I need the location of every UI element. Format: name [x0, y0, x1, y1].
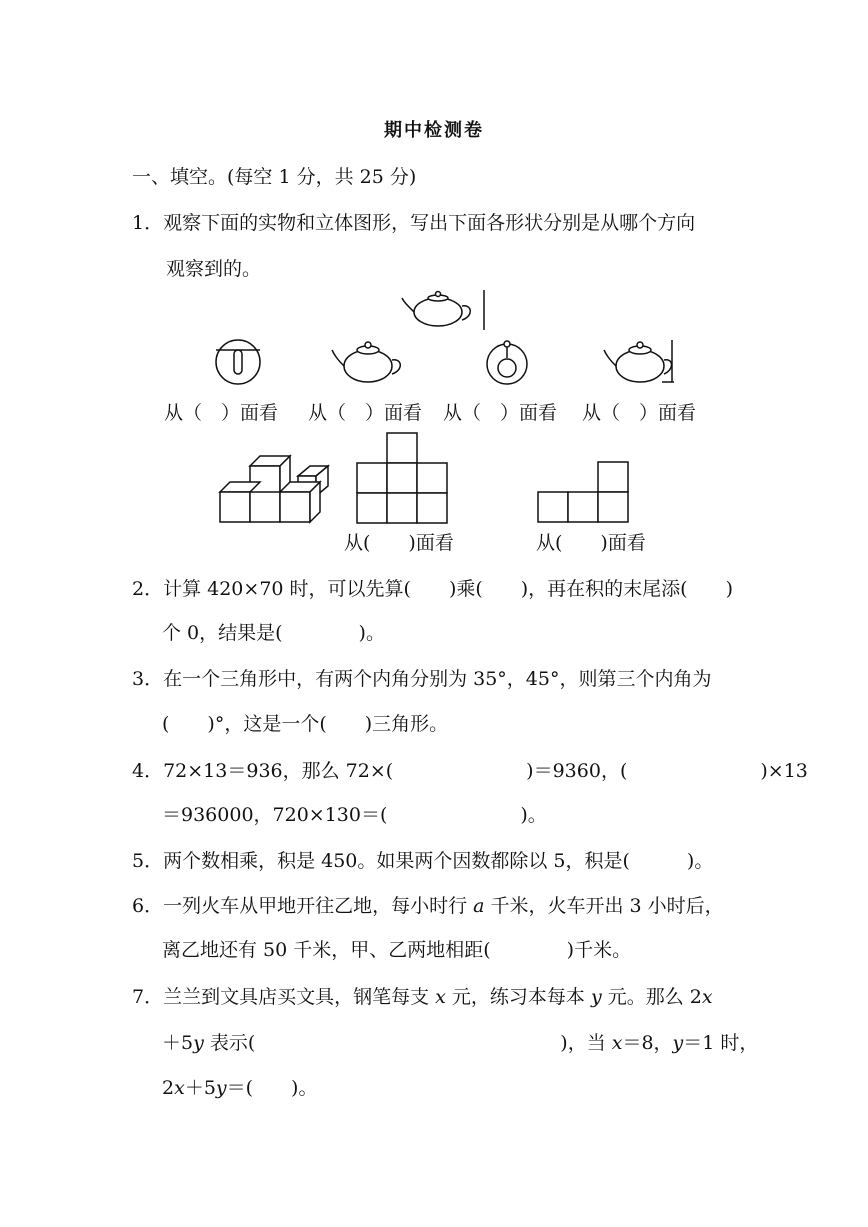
cube-label-1: 从( )面看: [344, 532, 454, 554]
teapot-view-side: [482, 338, 534, 386]
q2-line1: 2．计算 420×70 时，可以先算( )乘( )，再在积的末尾添( ): [132, 578, 734, 600]
cube-label-2: 从( )面看: [536, 532, 646, 554]
q4-line2: ＝936000，720×130＝( )。: [162, 804, 547, 826]
teapot-view-top: [210, 338, 268, 386]
teapot-view-back: [604, 338, 676, 386]
teapot-label-3: 从（ ）面看: [443, 402, 558, 424]
teapot-label-4: 从（ ）面看: [582, 402, 697, 424]
q2-line2: 个 0，结果是( )。: [162, 622, 385, 644]
cube-stack-3d-figure: [218, 452, 333, 527]
cube-view-side: [537, 461, 629, 524]
teapot-reference-figure: [400, 290, 500, 335]
q6-line1: 6．一列火车从甲地开往乙地，每小时行 a 千米，火车开出 3 小时后，: [132, 895, 724, 917]
cube-view-front: [356, 432, 448, 524]
q5-line1: 5．两个数相乘，积是 450。如果两个因数都除以 5，积是( )。: [132, 850, 714, 872]
q4-line1: 4．72×13＝936，那么 72×( )＝9360，( )×13: [132, 760, 808, 782]
q7-line3: 2x＋5y＝( )。: [162, 1077, 318, 1099]
q6-line2: 离乙地还有 50 千米，甲、乙两地相距( )千米。: [162, 939, 632, 961]
q7-line1: 7．兰兰到文具店买文具，钢笔每支 x 元，练习本每本 y 元。那么 2x: [132, 986, 713, 1008]
teapot-view-front: [330, 338, 405, 386]
teapot-label-2: 从（ ）面看: [308, 402, 423, 424]
var-a: a: [473, 895, 485, 917]
page-title: 期中检测卷: [384, 120, 484, 141]
q1-line1: 1．观察下面的实物和立体图形，写出下面各形状分别是从哪个方向: [132, 212, 696, 234]
q3-line1: 3．在一个三角形中，有两个内角分别为 35°，45°，则第三个内角为: [132, 668, 712, 690]
q1-line2: 观察到的。: [166, 258, 262, 280]
q7-line2: ＋5y 表示( )，当 x＝8，y＝1 时，: [162, 1032, 759, 1054]
section-1-heading: 一、填空。(每空 1 分，共 25 分): [132, 166, 417, 188]
q3-line2: ( )°，这是一个( )三角形。: [162, 713, 449, 735]
teapot-label-1: 从（ ）面看: [164, 402, 279, 424]
